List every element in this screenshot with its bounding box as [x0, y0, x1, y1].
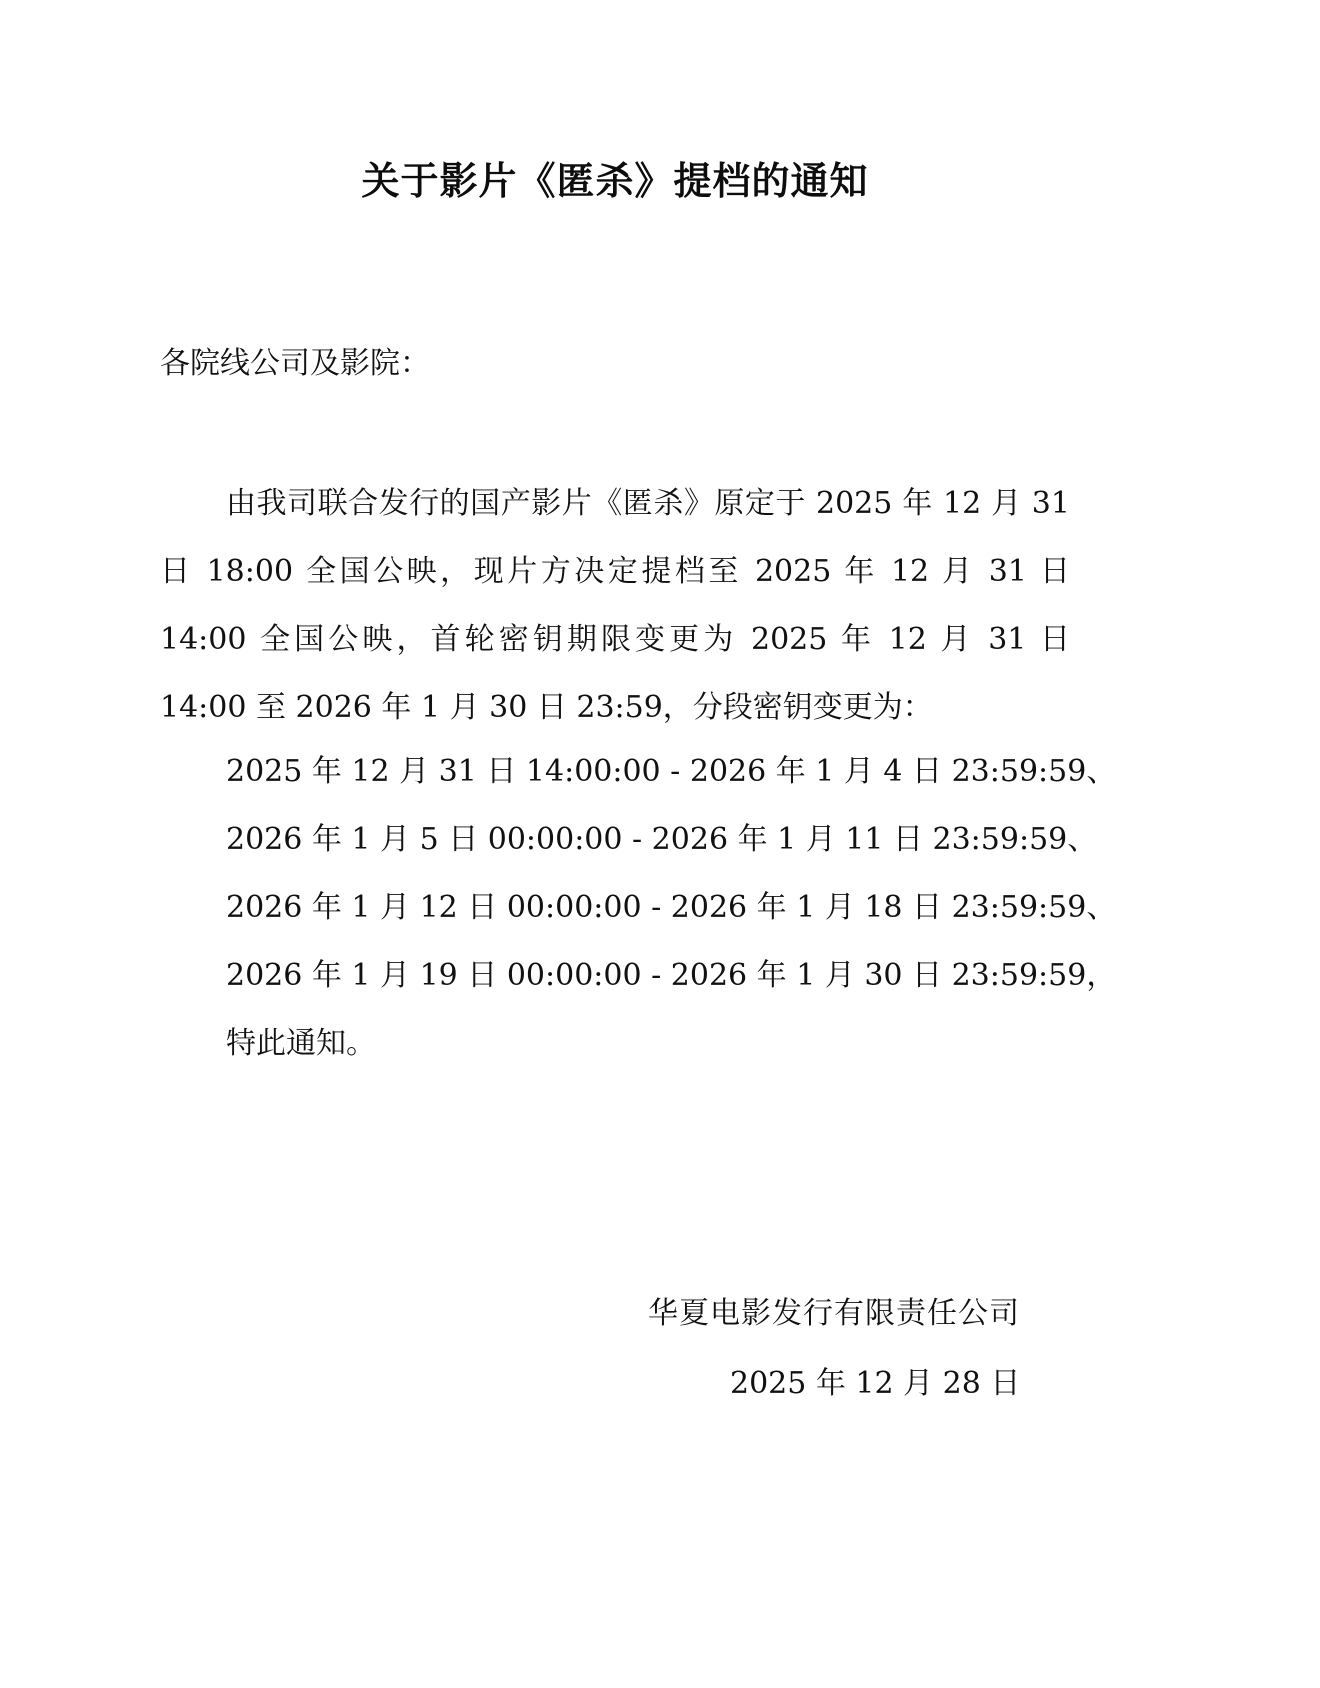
- document-title: 关于影片《匿杀》提档的通知: [361, 159, 869, 203]
- salutation: 各院线公司及影院：: [160, 346, 430, 381]
- issue-date: 2025 年 12 月 28 日: [730, 1366, 1021, 1401]
- schedule-item: 2025 年 12 月 31 日 14:00:00 - 2026 年 1 月 4 日 23:59:59、: [226, 754, 1117, 789]
- schedule-item: 2026 年 1 月 12 日 00:00:00 - 2026 年 1 月 18 日 23:59:59、: [226, 890, 1117, 925]
- closing-line: 特此通知。: [226, 1026, 376, 1061]
- issuer-signature: 华夏电影发行有限责任公司: [648, 1296, 1020, 1331]
- key-schedule-list: [226, 738, 1117, 1078]
- schedule-item: 2026 年 1 月 19 日 00:00:00 - 2026 年 1 月 30 日 23:59:59，: [226, 958, 1117, 993]
- body-paragraph: 由我司联合发行的国产影片《匿杀》原定于 2025 年 12 月 31 日 18:00 全国公映，现片方决定提档至 2025 年 12 月 31 日 14:00 全国公映，首轮密钥期限变更为 2025 年 12 月 31 日 14:00 至 2026 年 1 月 30 日 23:59，分段密钥变更为：: [160, 486, 1070, 725]
- schedule-item: 2026 年 1 月 5 日 00:00:00 - 2026 年 1 月 11 日 23:59:59、: [226, 822, 1098, 857]
